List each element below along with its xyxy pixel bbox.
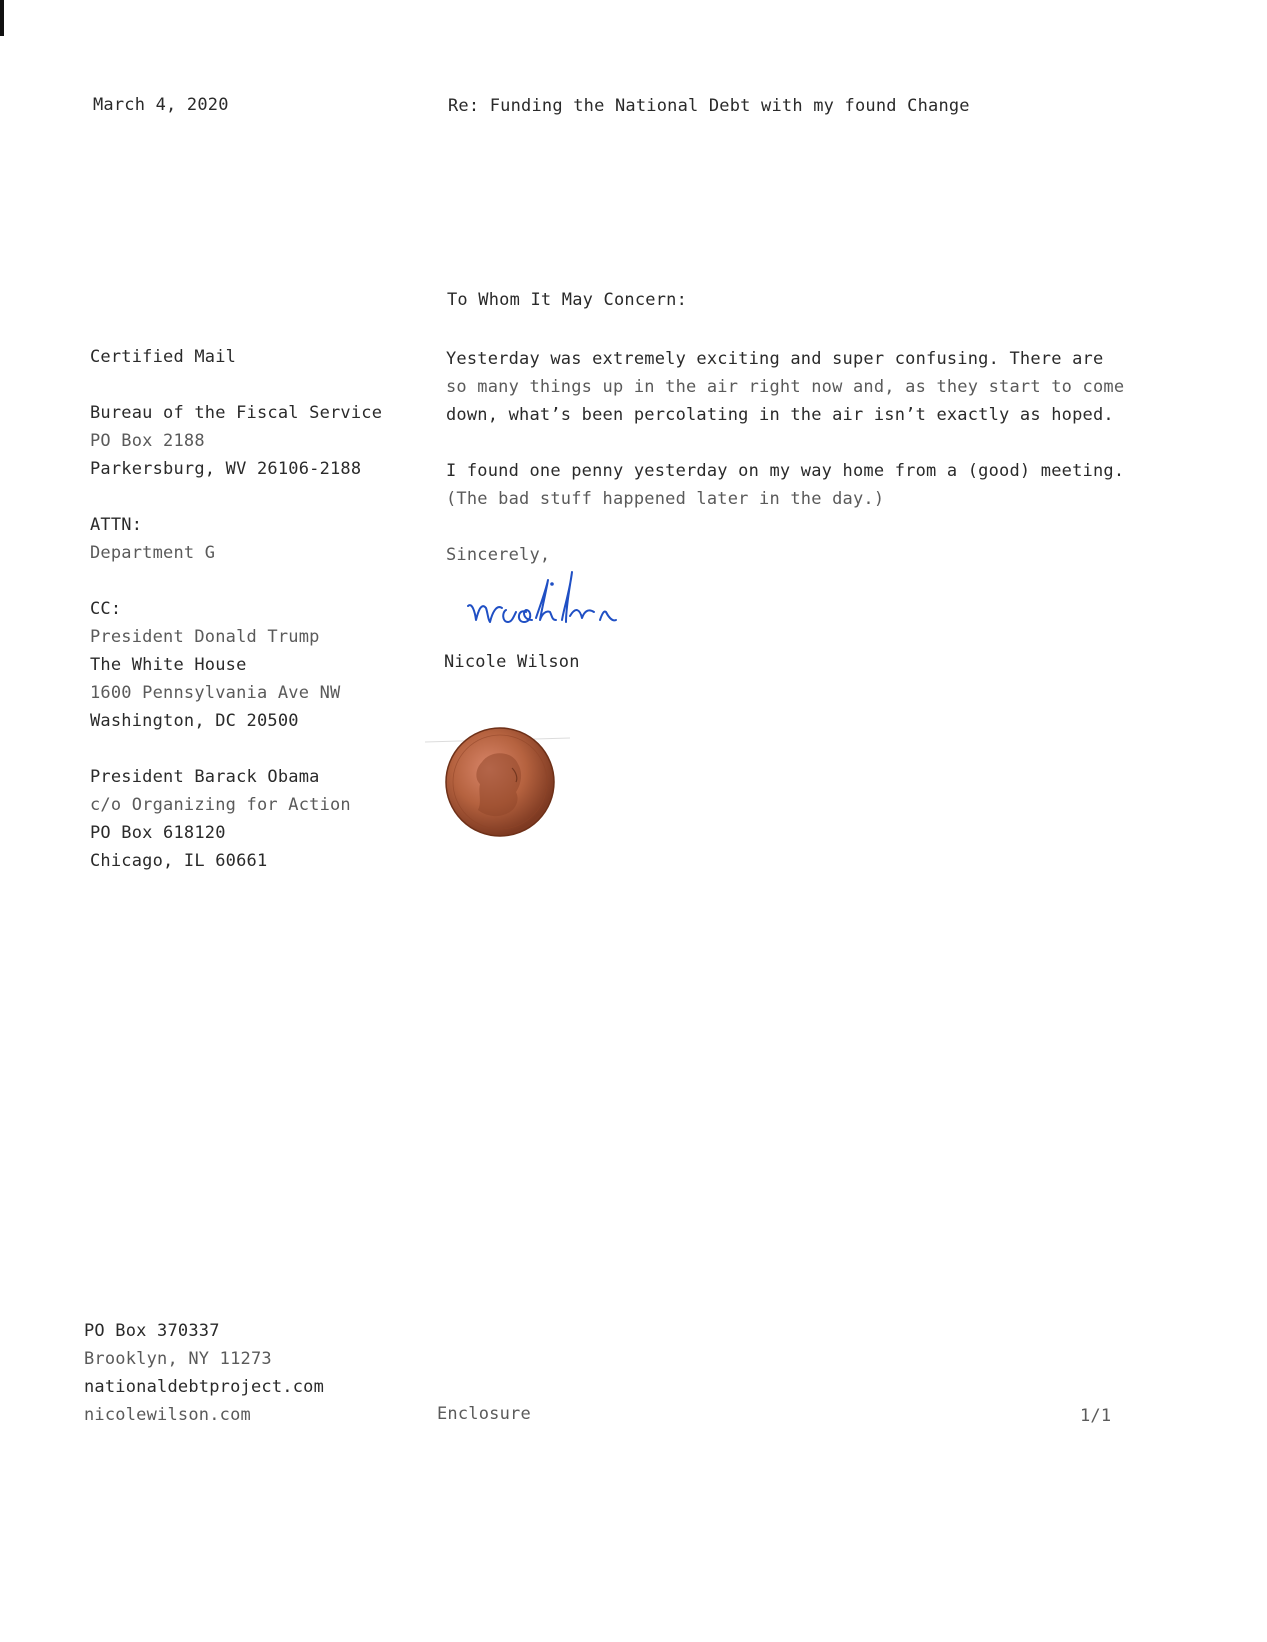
- address-line: Parkersburg, WV 26106-2188: [90, 459, 362, 479]
- salutation: To Whom It May Concern:: [447, 290, 688, 310]
- closing-block: [446, 541, 1146, 569]
- signer-name: Nicole Wilson: [444, 652, 580, 672]
- footer-website[interactable]: nicolewilson.com: [84, 1405, 251, 1425]
- handwritten-signature: [466, 568, 716, 643]
- recipient-address: [90, 399, 382, 483]
- cc-line: President Donald Trump: [90, 627, 320, 647]
- letter-date: March 4, 2020: [93, 95, 229, 115]
- penny-enclosure: [420, 722, 580, 847]
- closing: Sincerely,: [446, 545, 551, 565]
- cc-line: Washington, DC 20500: [90, 711, 299, 731]
- body-line: so many things up in the air right now and, as they start to come: [446, 377, 1125, 397]
- cc-line: 1600 Pennsylvania Ave NW: [90, 683, 341, 703]
- letter-subject: Re: Funding the National Debt with my found Change: [448, 96, 970, 116]
- cc-line: c/o Organizing for Action: [90, 795, 351, 815]
- footer-line: PO Box 370337: [84, 1321, 220, 1341]
- recipient-block: [90, 343, 382, 903]
- cc-line: PO Box 618120: [90, 823, 226, 843]
- address-line: Bureau of the Fiscal Service: [90, 403, 383, 423]
- page-number: 1/1: [1080, 1406, 1112, 1426]
- scan-corner-mark: [0, 0, 4, 36]
- body-paragraph-2: [446, 457, 1146, 513]
- cc-line: The White House: [90, 655, 247, 675]
- cc-line: Chicago, IL 60661: [90, 851, 268, 871]
- mail-type: [90, 343, 382, 371]
- address-line: PO Box 2188: [90, 431, 205, 451]
- mail-type-label: Certified Mail: [90, 347, 237, 367]
- cc-line: President Barack Obama: [90, 767, 320, 787]
- attn-block: [90, 511, 382, 567]
- attn-label: ATTN:: [90, 515, 143, 535]
- body-line: I found one penny yesterday on my way home from a (good) meeting.: [446, 461, 1125, 481]
- attn-value: Department G: [90, 543, 216, 563]
- body-line: Yesterday was extremely exciting and super confusing. There are: [446, 349, 1104, 369]
- footer-address: [84, 1317, 324, 1429]
- body-line: (The bad stuff happened later in the day.): [446, 489, 885, 509]
- body-line: down, what’s been percolating in the air isn’t exactly as hoped.: [446, 405, 1114, 425]
- cc-block-2: [90, 763, 382, 875]
- cc-label: CC:: [90, 599, 122, 619]
- cc-block-1: [90, 595, 382, 735]
- enclosure-label: Enclosure: [437, 1404, 531, 1424]
- body-paragraph-1: [446, 345, 1146, 429]
- footer-website[interactable]: nationaldebtproject.com: [84, 1377, 325, 1397]
- letter-body: [446, 345, 1146, 597]
- footer-line: Brooklyn, NY 11273: [84, 1349, 272, 1369]
